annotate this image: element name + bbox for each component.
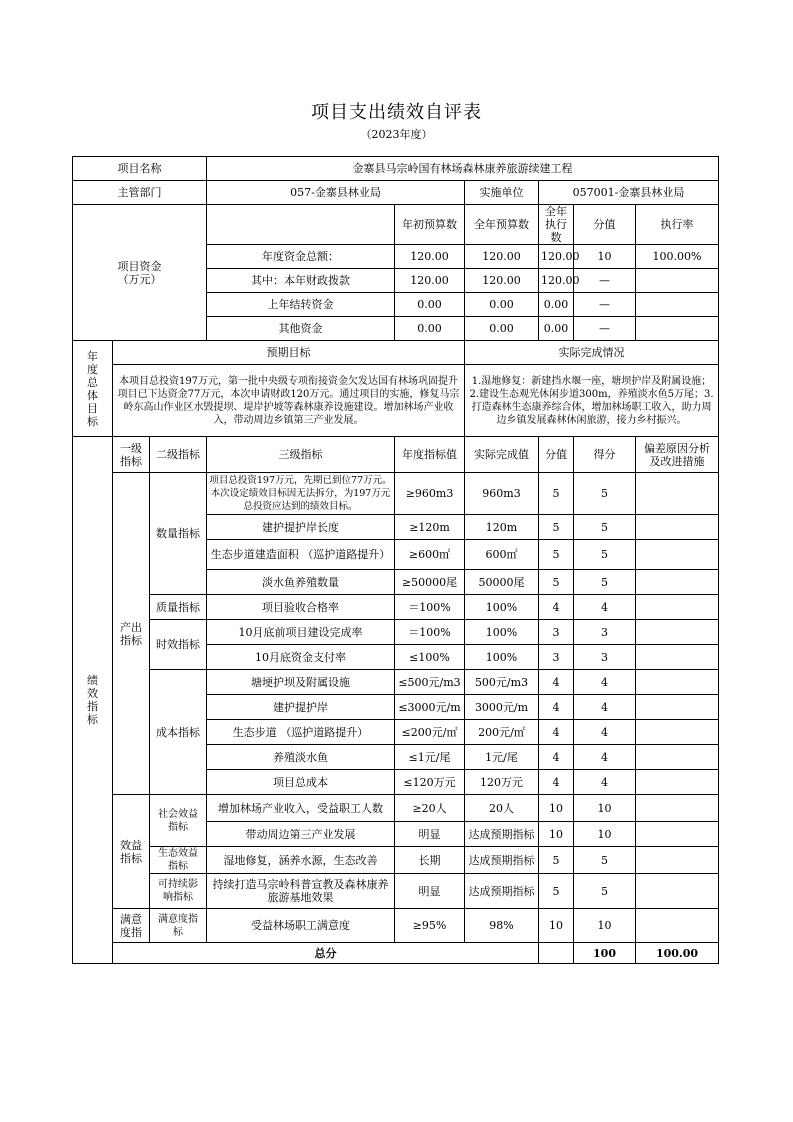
indicator-score-value: 5 [539,874,574,909]
indicator-actual: 100% [465,595,539,620]
funds-cell: 0.00 [465,317,539,341]
indicator-actual: 1元/尾 [465,745,539,770]
total-label: 总分 [113,943,539,964]
indicator-name: 生态步道 （巡护道路提升） [207,720,395,745]
indicator-name: 建护提护岸 [207,695,395,720]
score-header: 得分 [574,437,636,473]
indicator-score: 4 [574,670,636,695]
quantity-indicator-label: 数量指标 [150,473,207,595]
indicator-deviation [636,720,719,745]
indicator-score: 4 [574,720,636,745]
indicator-score-value: 4 [539,595,574,620]
total-score-value: 100 [574,943,636,964]
actual-completion-header: 实际完成情况 [465,341,719,365]
funds-header-cell: 执行率 [636,205,719,245]
indicator-deviation [636,695,719,720]
indicator-target: 明显 [395,874,465,909]
target-header: 年度指标值 [395,437,465,473]
indicator-deviation [636,745,719,770]
funds-cell: — [574,317,636,341]
funds-label [73,205,207,341]
funds-cell: 120.00 [395,245,465,269]
indicator-actual: 200元/㎡ [465,720,539,745]
indicator-target: 明显 [395,822,465,847]
dept-value: 057-金寨县林业局 [207,181,465,205]
indicator-score-value: 5 [539,473,574,515]
indicator-name: 项目验收合格率 [207,595,395,620]
funds-label-line2: （万元） [117,272,162,286]
indicator-score: 5 [574,473,636,515]
indicator-score-value: 5 [539,540,574,570]
output-label-line: 指标 [120,633,142,647]
funds-row-label: 其中：本年财政拨款 [207,269,395,293]
indicator-score: 5 [574,874,636,909]
indicator-score: 4 [574,745,636,770]
indicator-deviation [636,620,719,645]
indicator-name: 带动周边第三产业发展 [207,822,395,847]
funds-header-blank [207,205,395,245]
indicator-name: 养殖淡水鱼 [207,745,395,770]
indicator-actual: 达成预期指标 [465,822,539,847]
indicator-target: ≤1元/尾 [395,745,465,770]
indicator-score-value: 4 [539,720,574,745]
project-name-row [73,157,719,181]
indicator-actual: 960m3 [465,473,539,515]
indicator-name: 持续打造马宗岭科普宣教及森林康养旅游基地效果 [207,874,395,909]
goal-side-char: 标 [87,414,98,428]
funds-cell [636,293,719,317]
eco-indicator-label [150,847,207,874]
funds-cell: 0.00 [395,293,465,317]
indicator-actual: 50000尾 [465,570,539,595]
funds-header-cell: 全年预算数 [465,205,539,245]
funds-cell: 120.00 [465,269,539,293]
indicator-score: 5 [574,540,636,570]
indicator-actual: 达成预期指标 [465,874,539,909]
level3-header: 三级指标 [207,437,395,473]
indicator-score: 4 [574,595,636,620]
actual-header: 实际完成值 [465,437,539,473]
cost-indicator-label: 成本指标 [150,670,207,795]
indicator-target: ≥95% [395,909,465,943]
indicator-row [73,595,719,620]
indicator-target: ≥20人 [395,795,465,822]
level2-header: 二级指标 [150,437,207,473]
indicator-score: 10 [574,795,636,822]
satis-sub-label-line: 满意度指 [158,913,198,925]
indicator-name: 生态步道建造面积 （巡护道路提升） [207,540,395,570]
benefit-indicator-label [113,795,150,909]
indicator-actual: 100% [465,620,539,645]
indicator-deviation [636,822,719,847]
page-title: 项目支出绩效自评表 [311,102,482,123]
indicator-deviation [636,515,719,540]
indicator-score-value: 4 [539,670,574,695]
indicator-score: 5 [574,847,636,874]
funds-header-row [73,205,719,245]
sustain-label-line: 可持续影 [158,879,198,890]
social-label-line: 指标 [168,821,188,833]
funds-row-label: 其他资金 [207,317,395,341]
funds-row-label: 上年结转资金 [207,293,395,317]
indicator-actual: 120m [465,515,539,540]
funds-cell: — [574,269,636,293]
indicator-deviation [636,795,719,822]
funds-cell: 0.00 [539,293,574,317]
indicator-actual: 达成预期指标 [465,847,539,874]
page-subtitle: （2023年度） [360,128,433,141]
indicator-target: ≥600㎡ [395,540,465,570]
indicator-score: 10 [574,909,636,943]
funds-row-label: 年度资金总额： [207,245,395,269]
funds-cell: 120.00 [539,245,574,269]
level1-header-line: 指标 [120,454,142,468]
funds-cell: 120.00 [395,269,465,293]
funds-cell: 0.00 [395,317,465,341]
level1-header [113,437,150,473]
sustain-indicator-label [150,874,207,909]
satis-sub-indicator-label [150,909,207,943]
indicator-row [73,795,719,822]
funds-cell: 100.00% [636,245,719,269]
actual-completion-text: 1.湿地修复：新建挡水堰一座，塘坝护岸及附属设施；2.建设生态观光休闲步道300m，养殖淡水鱼5万尾；3.打造森林生态康养综合体，增加林场职工收入，助力周边乡镇发展森林休闲旅游，接力乡村振兴。 [465,365,719,437]
indicator-name: 淡水鱼养殖数量 [207,570,395,595]
indicator-target: ≥120m [395,515,465,540]
indicator-deviation [636,570,719,595]
indicator-actual: 120万元 [465,770,539,795]
timeliness-indicator-label: 时效指标 [150,620,207,670]
indicator-actual: 98% [465,909,539,943]
indicator-deviation [636,847,719,874]
level1-header-line: 一级 [120,441,142,455]
indicator-score: 4 [574,695,636,720]
indicator-actual: 600㎡ [465,540,539,570]
funds-cell [636,317,719,341]
indicator-score-value: 5 [539,847,574,874]
deviation-header-line: 偏差原因分析 [644,441,711,455]
indicator-name: 建护提护岸长度 [207,515,395,540]
indicator-target: ≥50000尾 [395,570,465,595]
indicator-deviation [636,670,719,695]
goal-side-label [73,341,113,437]
satis-sub-label-line: 标 [173,926,183,938]
output-label-line: 产出 [120,620,142,634]
indicator-row [73,909,719,943]
indicator-score-value: 10 [539,822,574,847]
indicator-row [73,620,719,645]
satisfaction-label-line: 度指 [120,925,142,939]
evaluation-table [72,156,719,964]
indicator-score-value: 4 [539,770,574,795]
indicator-score-value: 3 [539,645,574,670]
satisfaction-indicator-label [113,909,150,943]
output-indicator-label [113,473,150,795]
goal-side-char: 年 [87,349,98,363]
goal-header-row [73,341,719,365]
indicator-deviation [636,909,719,943]
indicator-score-value: 4 [539,745,574,770]
goal-content-row [73,365,719,437]
funds-cell: 10 [574,245,636,269]
indicator-deviation [636,874,719,909]
project-name-value: 金寨县马宗岭国有林场森林康养旅游续建工程 [207,157,719,181]
indicator-score-value: 10 [539,795,574,822]
goal-side-char: 总 [87,375,98,389]
perf-side-char: 标 [87,713,98,726]
perf-side-label [73,437,113,964]
indicator-actual: 100% [465,645,539,670]
sustain-label-line: 响指标 [163,892,193,903]
indicator-name: 项目总成本 [207,770,395,795]
indicator-name: 受益林场职工满意度 [207,909,395,943]
eco-label-line: 指标 [168,861,188,872]
indicator-name: 10月底前项目建设完成率 [207,620,395,645]
social-label-line: 社会效益 [158,808,198,820]
satisfaction-label-line: 满意 [120,912,142,926]
indicator-score-value: 5 [539,515,574,540]
funds-header-cell: 分值 [574,205,636,245]
perf-side-char: 绩 [87,674,98,687]
expected-goal-header: 预期目标 [113,341,465,365]
benefit-label-line: 指标 [120,851,142,865]
funds-cell: — [574,293,636,317]
indicator-score: 3 [574,645,636,670]
social-indicator-label [150,795,207,847]
indicator-score-value: 10 [539,909,574,943]
funds-cell: 120.00 [465,245,539,269]
indicator-target: ≤120万元 [395,770,465,795]
indicator-row [73,473,719,515]
indicator-score: 10 [574,822,636,847]
funds-cell: 0.00 [465,293,539,317]
indicator-target: 长期 [395,847,465,874]
goal-side-char: 体 [87,388,98,402]
indicator-row [73,670,719,695]
total-row [73,943,719,964]
indicator-name: 塘埂护坝及附属设施 [207,670,395,695]
indicator-deviation [636,595,719,620]
indicator-actual: 20人 [465,795,539,822]
indicator-deviation [636,473,719,515]
score-value-header: 分值 [539,437,574,473]
indicator-row [73,847,719,874]
perf-header-row [73,437,719,473]
goal-side-char: 目 [87,401,98,415]
indicator-score-value: 5 [539,570,574,595]
perf-side-char: 效 [87,687,98,700]
funds-label-line1: 项目资金 [117,259,162,273]
quality-indicator-label: 质量指标 [150,595,207,620]
indicator-actual: 500元/m3 [465,670,539,695]
indicator-name: 增加林场产业收入，受益职工人数 [207,795,395,822]
impl-value: 057001-金寨县林业局 [539,181,719,205]
indicator-target: ＝100% [395,620,465,645]
indicator-row [73,874,719,909]
goal-side-char: 度 [87,362,98,376]
indicator-deviation [636,770,719,795]
dept-row [73,181,719,205]
indicator-actual: 3000元/m [465,695,539,720]
indicator-score: 4 [574,770,636,795]
dept-label: 主管部门 [73,181,207,205]
funds-cell: 0.00 [539,317,574,341]
indicator-name: 项目总投资197万元，先期已到位77万元。本次设定绩效目标因无法拆分，为197万元总投资应达到的绩效目标。 [207,473,395,515]
expected-goal-text: 本项目总投资197万元，第一批中央级专项衔接资金欠发达国有林场巩固提升项目已下达资金77万元，本次申请财政120万元。通过项目的实施，修复马宗岭东高山作业区水毁提坝、堤岸护坡等森林康养设施建设。增加林场产业收入，带动周边乡镇第三产业发展。 [113,365,465,437]
indicator-target: ≤200元/㎡ [395,720,465,745]
project-name-label: 项目名称 [73,157,207,181]
indicator-target: ≤3000元/m [395,695,465,720]
indicator-target: ＝100% [395,595,465,620]
deviation-header-line: 及改进措施 [649,454,705,468]
indicator-deviation [636,540,719,570]
indicator-target: ≥960m3 [395,473,465,515]
indicator-target: ≤500元/m3 [395,670,465,695]
funds-cell [636,269,719,293]
indicator-score: 3 [574,620,636,645]
total-blank [539,943,574,964]
indicator-name: 湿地修复，涵养水源，生态改善 [207,847,395,874]
funds-cell: 120.00 [539,269,574,293]
benefit-label-line: 效益 [120,838,142,852]
eco-label-line: 生态效益 [158,848,198,859]
indicator-score: 5 [574,570,636,595]
perf-side-char: 指 [87,700,98,713]
indicator-target: ≤100% [395,645,465,670]
impl-label: 实施单位 [465,181,539,205]
indicator-name: 10月底资金支付率 [207,645,395,670]
deviation-header [636,437,719,473]
indicator-score-value: 3 [539,620,574,645]
total-score: 100.00 [636,943,719,964]
indicator-score: 5 [574,515,636,540]
funds-header-cell: 全年执行数 [539,205,574,245]
indicator-deviation [636,645,719,670]
funds-header-cell: 年初预算数 [395,205,465,245]
indicator-score-value: 4 [539,695,574,720]
